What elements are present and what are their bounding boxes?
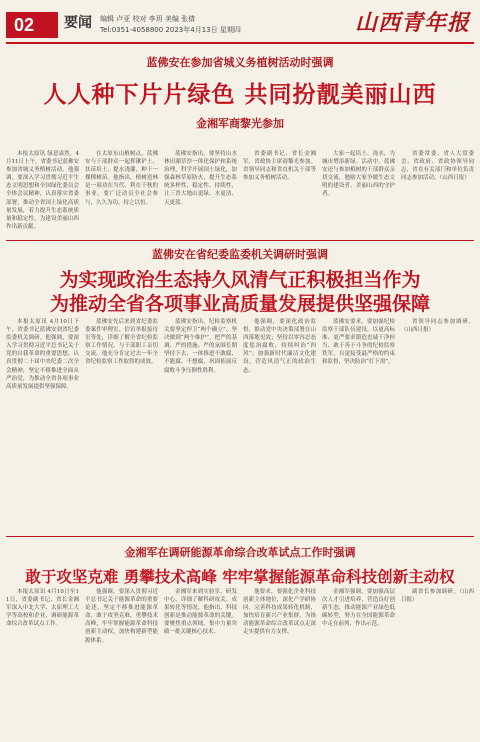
newspaper-masthead: 山西青年报 — [354, 10, 470, 36]
article-tree-planting — [0, 54, 480, 131]
article-3-column-6: 副省长参加调研。（山西日报） — [401, 589, 474, 604]
article-2-headline-line-2: 为推动全省各项事业高质量发展提供坚强保障 — [49, 293, 430, 315]
article-1-column-3: 蓝佛安指出，要坚持山水林田湖草沙一体化保护和系统治理，科学开展国土绿化，加强森林草原防火，提升生态系统多样性、稳定性、持续性，让三晋大地山更绿、水更清、天更蓝。 — [164, 151, 237, 206]
article-1-headline: 人人种下片片绿色 共同扮靓美丽山西 — [43, 82, 437, 108]
page-header — [0, 0, 480, 44]
contact-date-line: Tel:0351-4058800 2023年4月13日 星期四 — [100, 26, 241, 34]
editor-credits: 编辑 卢亚 校对 李玥 美编 张倩 — [100, 15, 196, 23]
article-1-column-6: 省委常委、省人大常委会、省政府、省政协领导同志，省直有关部门和单位负责同志参加活动。（山西日报） — [401, 151, 474, 182]
header-divider — [6, 42, 474, 44]
article-1-body — [6, 150, 474, 234]
article-divider-2 — [6, 536, 474, 537]
article-2-column-6: 省领导同志参加调研。（山西日报） — [401, 319, 474, 334]
article-3-kicker: 金湘军在调研能源革命综合改革试点工作时强调 — [124, 546, 356, 559]
section-name: 要闻 — [64, 15, 92, 31]
article-1-subhead: 金湘军商黎光参加 — [196, 117, 284, 130]
article-3-column-5: 金湘军强调，要加强高层次人才引进培养，营造良好创新生态，推动能源产业绿色低碳转型，努力在全国能源革命中走在前列、作出示范。 — [322, 589, 395, 628]
article-3-column-4: 他要求，要强化企业科技创新主体地位，深化产学研协同，完善科技成果转化机制，加快培育新兴产业集群，为推动能源革命综合改革试点走深走实提供有力支撑。 — [243, 589, 316, 636]
article-divider-1 — [6, 240, 474, 241]
article-2-column-1: 本报太原讯 4月10日下午，省委书记蓝佛安到省纪委监委机关调研。他强调，要深入学习贯彻习近平总书记关于党的自我革命的重要思想，认真贯彻二十届中央纪委二次全会精神，坚定不移推进全面从严治党，为推动全省各项事业高质量发展提供坚强保障。 — [6, 319, 79, 390]
article-1-column-5: 大家一起培土、浇水，为城市增添新绿。活动中，蓝佛安还与参加植树的干部群众亲切交流，勉励大家争做生态文明的建设者、美丽山西的守护者。 — [322, 151, 395, 198]
article-energy-revolution — [0, 544, 480, 587]
page-number-badge: 02 — [6, 12, 58, 38]
article-discipline-inspection — [0, 246, 480, 316]
article-2-column-2: 蓝佛安先后来到省纪委监委案件审理室、信访举报接待室等处，详细了解全省纪检监察工作情况，与干部职工亲切交流。他充分肯定过去一年全省纪检监察工作取得的成效。 — [85, 319, 158, 366]
article-1-column-4: 省委副书记、省长金湘军，省政协主席商黎光参加。省领导同志和省直机关干部等参加义务植树活动。 — [243, 151, 316, 182]
article-2-body — [6, 318, 474, 532]
article-1-column-2: 在太原东山植树点，蓝佛安与干部群众一起挥锹铲土、扶苗培土、提水浇灌，种下一棵棵树苗。他指出，植树造林是一项功在当代、利在千秋的事业，要广泛动员全社会参与，久久为功，持之以恒。 — [85, 151, 158, 206]
article-2-column-3: 蓝佛安指出，纪检监察机关要坚定捍卫“两个确立”、坚决做到“两个维护”，把严的基调、严的措施、严的氛围长期坚持下去，一体推进不敢腐、不能腐、不想腐，巩固拓展反腐败斗争压倒性胜利。 — [164, 319, 237, 374]
article-1-column-1: 本报太原讯 绿意盎然，4月11日上午，省委书记蓝佛安参加省城义务植树活动。他强调，要深入学习贯彻习近平生态文明思想和全国绿化委员会全体会议精神，认真落实省委部署，推动全省国土绿化高质量发展，着力提升生态系统质量和稳定性，为建设美丽山西作出新贡献。 — [6, 151, 79, 230]
article-3-column-2: 他强调，要深入贯彻习近平总书记关于能源革命的重要论述，坚定不移推进能源革命，敢于攻坚克难，勇攀技术高峰，牢牢掌握能源革命科技创新主动权，加快构建新型能源体系。 — [85, 589, 158, 644]
article-2-column-5: 蓝佛安要求，要加强纪检监察干部队伍建设，以更高标准、更严要求锻造忠诚干净担当、敢于善于斗争的纪检监察铁军，自觉接受最严格的约束和监督，坚决防治“灯下黑”。 — [322, 319, 395, 366]
article-2-headline-line-1: 为实现政治生态持久风清气正积极担当作为 — [59, 269, 421, 291]
article-2-kicker: 蓝佛安在省纪委监委机关调研时强调 — [152, 248, 328, 261]
article-3-column-3: 金湘军来到实验室、研发中心，详细了解科研攻关、成果转化等情况。他指出，科技创新是推动能源革命的关键。要聚焦重点领域，集中力量突破一批关键核心技术。 — [164, 589, 237, 636]
article-2-column-4: 他强调，要深化政治监督，推动党中央决策部署在山西落地见效；坚持以零容忍态度惩治腐败，持续纠治“四风”；加强新时代廉洁文化建设，营造风清气正的政治生态。 — [243, 319, 316, 374]
article-3-body — [6, 588, 474, 736]
article-3-column-1: 本报太原讯 4月10日至11日，省委副书记、省长金湘军深入中北大学、太原理工大学等高校和企业，调研能源革命综合改革试点工作。 — [6, 589, 79, 628]
article-3-headline: 敢于攻坚克难 勇攀技术高峰 牢牢掌握能源革命科技创新主动权 — [25, 568, 455, 586]
article-1-kicker: 蓝佛安在参加省城义务植树活动时强调 — [146, 56, 334, 69]
